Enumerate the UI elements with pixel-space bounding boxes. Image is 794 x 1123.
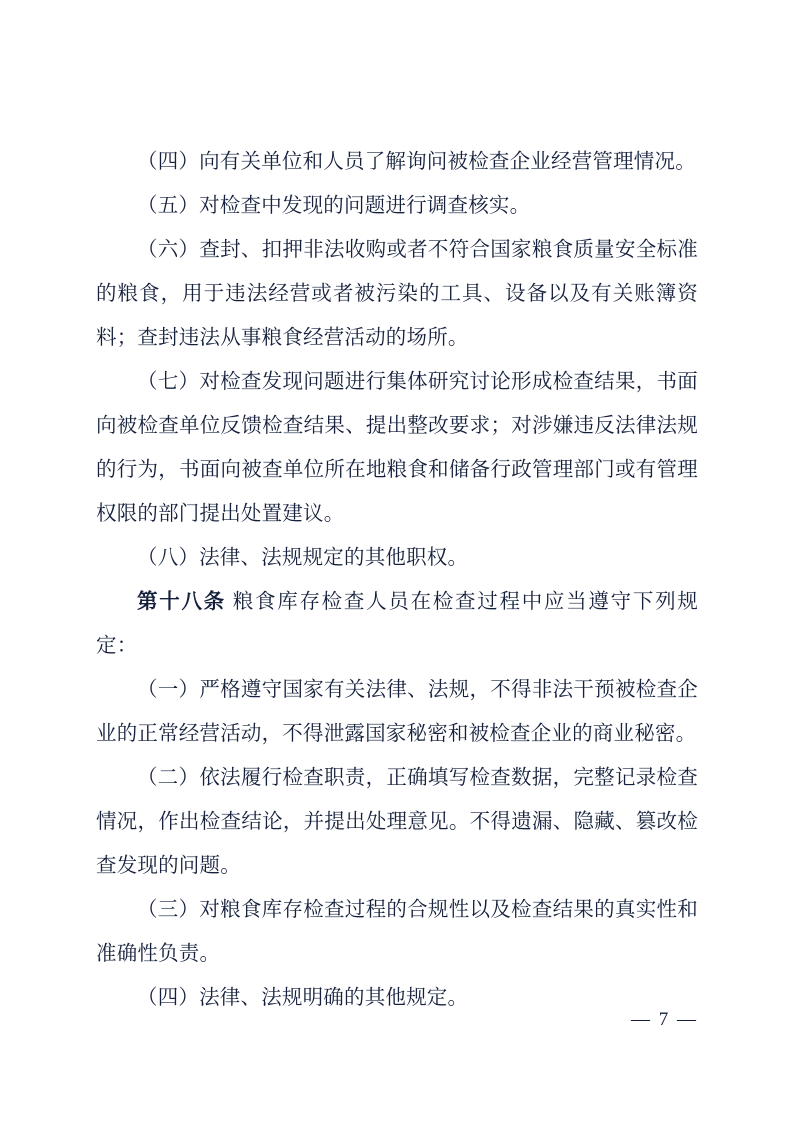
paragraph-text: （一）严格遵守国家有关法律、法规，不得非法干预被检查企业的正常经营活动，不得泄露国家秘密和被检查企业的商业秘密。 bbox=[96, 679, 698, 745]
document-body bbox=[96, 140, 698, 1020]
paragraph-item-7 bbox=[96, 360, 698, 536]
paragraph-text: （七）对检查发现问题进行集体研究讨论形成检查结果，书面向被检查单位反馈检查结果、提出整改要求；对涉嫌违反法律法规的行为，书面向被查单位所在地粮食和储备行政管理部门或有管理权限的部门提出处置建议。 bbox=[96, 371, 698, 525]
paragraph-rule-2 bbox=[96, 756, 698, 888]
article-heading: 第十八条 bbox=[137, 591, 226, 613]
paragraph-rule-3 bbox=[96, 888, 698, 976]
paragraph-text: （五）对检查中发现的问题进行调查核实。 bbox=[137, 195, 531, 217]
paragraph-rule-1 bbox=[96, 668, 698, 756]
paragraph-text: （三）对粮食库存检查过程的合规性以及检查结果的真实性和准确性负责。 bbox=[96, 899, 698, 965]
paragraph-item-6 bbox=[96, 228, 698, 360]
paragraph-text: （四）向有关单位和人员了解询问被检查企业经营管理情况。 bbox=[137, 151, 696, 173]
paragraph-text: （四）法律、法规明确的其他规定。 bbox=[137, 987, 469, 1009]
paragraph-article-18 bbox=[96, 580, 698, 668]
paragraph-text: 粮食库存检查人员在检查过程中应当遵守下列规定： bbox=[96, 591, 698, 657]
paragraph-text: （六）查封、扣押非法收购或者不符合国家粮食质量安全标准的粮食，用于违法经营或者被污染的工具、设备以及有关账簿资料；查封违法从事粮食经营活动的场所。 bbox=[96, 239, 698, 349]
page-number: — 7 — bbox=[631, 1009, 698, 1030]
paragraph-item-8 bbox=[96, 536, 698, 580]
paragraph-text: （八）法律、法规规定的其他职权。 bbox=[137, 547, 469, 569]
paragraph-text: （二）依法履行检查职责，正确填写检查数据，完整记录检查情况，作出检查结论，并提出处理意见。不得遗漏、隐藏、篡改检查发现的问题。 bbox=[96, 767, 698, 877]
paragraph-item-4 bbox=[96, 140, 698, 184]
paragraph-rule-4 bbox=[96, 976, 698, 1020]
paragraph-item-5 bbox=[96, 184, 698, 228]
